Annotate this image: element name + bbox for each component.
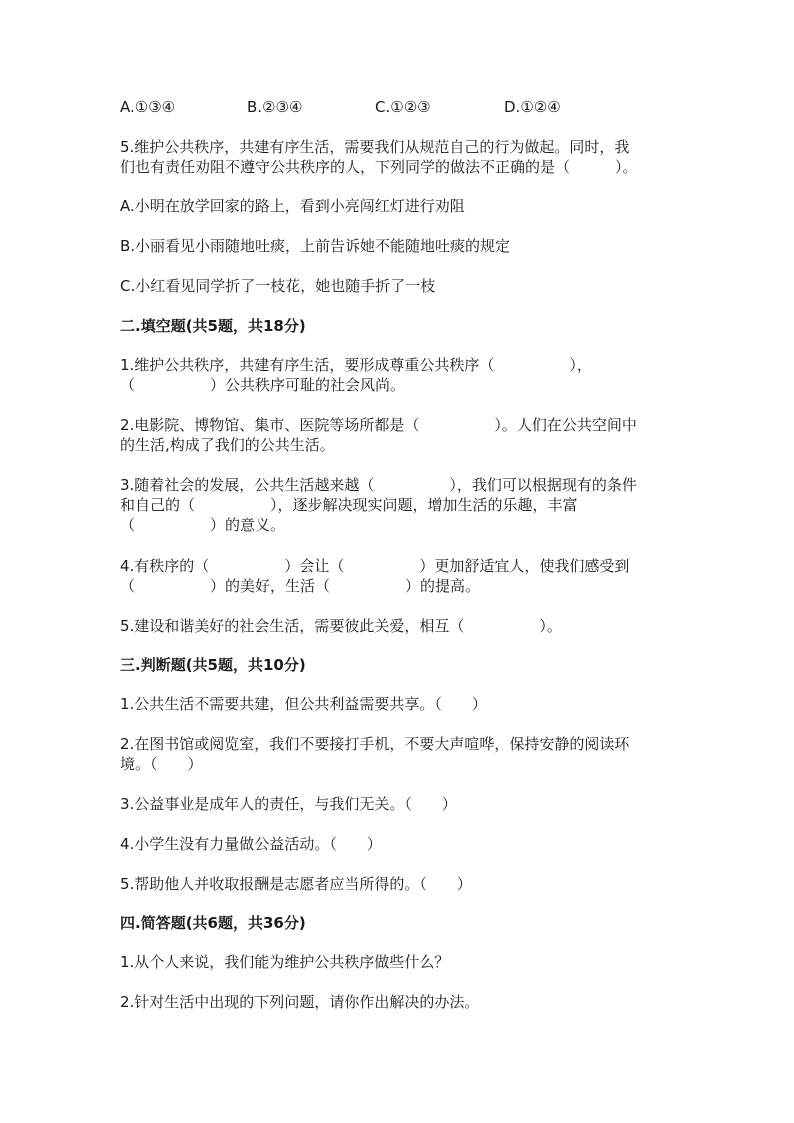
judge-2-line-2: 境。（ ） — [120, 755, 203, 773]
fill-blank-2-line-2: 的生活,构成了我们的公共生活。 — [120, 436, 335, 454]
judge-1-line-1: 1.公共生活不需要共建，但公共利益需要共享。（ ） — [120, 695, 487, 713]
fill-blank-3-line-3: （ ）的意义。 — [120, 516, 286, 534]
judge-3-line-1: 3.公益事业是成年人的责任，与我们无关。（ ） — [120, 795, 457, 813]
judge-5-line-1: 5.帮助他人并收取报酬是志愿者应当所得的。（ ） — [120, 875, 472, 893]
fill-blank-3-line-1: 3.随着社会的发展，公共生活越来越（ ），我们可以根据现有的条件 — [120, 476, 637, 494]
fill-blank-4-line-1: 4.有秩序的（ ）会让（ ）更加舒适宜人，使我们感受到 — [120, 557, 630, 575]
short-answer-2: 2.针对生活中出现的下列问题，请你作出解决的办法。 — [120, 993, 480, 1011]
section-2-title: 二.填空题(共5题，共18分) — [120, 317, 306, 335]
fill-blank-5-line-1: 5.建设和谐美好的社会生活，需要彼此关爱，相互（ ）。 — [120, 617, 562, 635]
fill-blank-3-line-2: 和自己的（ ），逐步解决现实问题，增加生活的乐趣，丰富 — [120, 496, 578, 514]
fill-blank-1-line-2: （ ）公共秩序可耻的社会风尚。 — [120, 376, 406, 394]
fill-blank-1-line-1: 1.维护公共秩序，共建有序生活，要形成尊重公共秩序（ ）， — [120, 356, 592, 374]
question-5-line-2: 们也有责任劝阻不遵守公共秩序的人，下列同学的做法不正确的是（ ）。 — [120, 158, 638, 176]
choice-option-a: A.①③④ — [120, 98, 176, 116]
question-5-option-a: A.小明在放学回家的路上，看到小亮闯红灯进行劝阻 — [120, 197, 465, 215]
question-5-option-c: C.小红看见同学折了一枝花，她也随手折了一枝 — [120, 277, 436, 295]
section-4-title: 四.简答题(共6题，共36分) — [120, 914, 306, 932]
fill-blank-4-line-2: （ ）的美好，生活（ ）的提高。 — [120, 577, 481, 595]
choice-options-row — [120, 97, 680, 117]
judge-2-line-1: 2.在图书馆或阅览室，我们不要接打手机，不要大声喧哗，保持安静的阅读环 — [120, 735, 630, 753]
question-5-option-b: B.小丽看见小雨随地吐痰，上前告诉她不能随地吐痰的规定 — [120, 237, 511, 255]
choice-option-d: D.①②④ — [504, 98, 561, 116]
section-3-title: 三.判断题(共5题，共10分) — [120, 656, 306, 674]
question-5-line-1: 5.维护公共秩序，共建有序生活，需要我们从规范自己的行为做起。同时，我 — [120, 138, 630, 156]
choice-option-b: B.②③④ — [247, 98, 303, 116]
judge-4-line-1: 4.小学生没有力量做公益活动。（ ） — [120, 835, 382, 853]
short-answer-1: 1.从个人来说，我们能为维护公共秩序做些什么？ — [120, 953, 450, 971]
choice-option-c: C.①②③ — [375, 98, 431, 116]
fill-blank-2-line-1: 2.电影院、博物馆、集市、医院等场所都是（ ）。人们在公共空间中 — [120, 416, 637, 434]
